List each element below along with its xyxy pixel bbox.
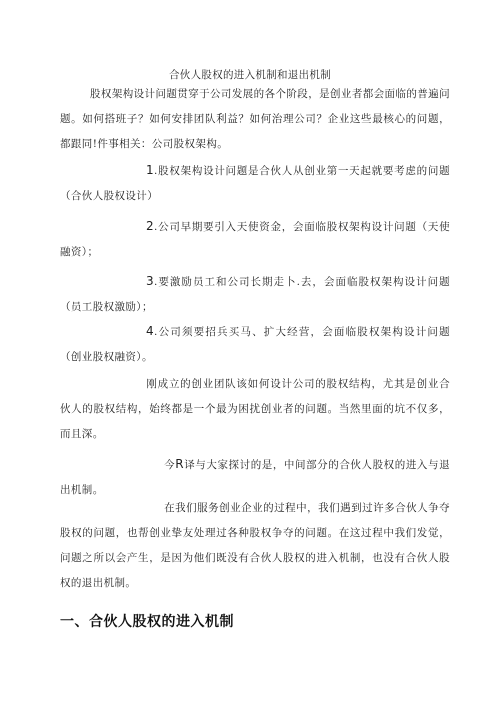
today-text: 译与大家探讨的是，中间部分的合伙人股权的进入与退出机制。 (60, 459, 450, 496)
today-prefix: 今 (164, 459, 176, 471)
list-text: .公司早期要引入天使资金，会面临股权架构设计问题（天使融资）； (60, 221, 450, 258)
list-number: 2 (146, 219, 155, 233)
team-paragraph (60, 372, 450, 447)
list-text: .公司须要招兵买马、扩大经营，会面临股权架构设计问题（创业股权融资）。 (60, 326, 450, 363)
today-mark: R (175, 457, 185, 471)
list-number: 4 (146, 324, 155, 338)
intro-text: 股权架构设计问题贯穿于公司发展的各个阶段，是创业者都会面临的普遍问题。如何搭班子？如何安排团队利益？如何治理公司？企业这些最核心的问题，都跟同!件事相关：公司股权架构。 (60, 88, 450, 150)
list-item (60, 214, 450, 265)
section-heading: 一、合伙人股权的进入机制 (60, 614, 234, 630)
list-item (60, 269, 450, 320)
list-text: .股权架构设计问题是合伙人从创业第一天起就要考虑的问题（合伙人股权设计） (60, 165, 450, 202)
intro-paragraph (60, 82, 450, 157)
service-paragraph (60, 496, 450, 596)
list-item (60, 319, 450, 370)
service-text: 在我们服务创业企业的过程中，我们遇到过许多合伙人争夺股权的问题，也帮创业挚友处理过各种股权争夺的问题。在这过程中我们发觉，问题之所以会产生，是因为他们既没有合伙人股权的进入机制，也没有合伙人股权的退出机制。 (60, 502, 450, 589)
list-number: 1 (146, 163, 155, 177)
list-number: 3 (146, 274, 155, 288)
list-text: .要激励员工和公司长期走卜.去，会面临股权架构设计问题（员工股权激励）； (60, 276, 450, 313)
document-title: 合伙人股权的进入机制和退出机制 (169, 69, 331, 81)
team-text: 刚成立的创业团队该如何设计公司的股权结构，尤其是创业合伙人的股权结构，始终都是一个最为困扰创业者的问题。当然里面的坑不仅多，而且深。 (60, 378, 450, 440)
list-item (60, 158, 450, 209)
